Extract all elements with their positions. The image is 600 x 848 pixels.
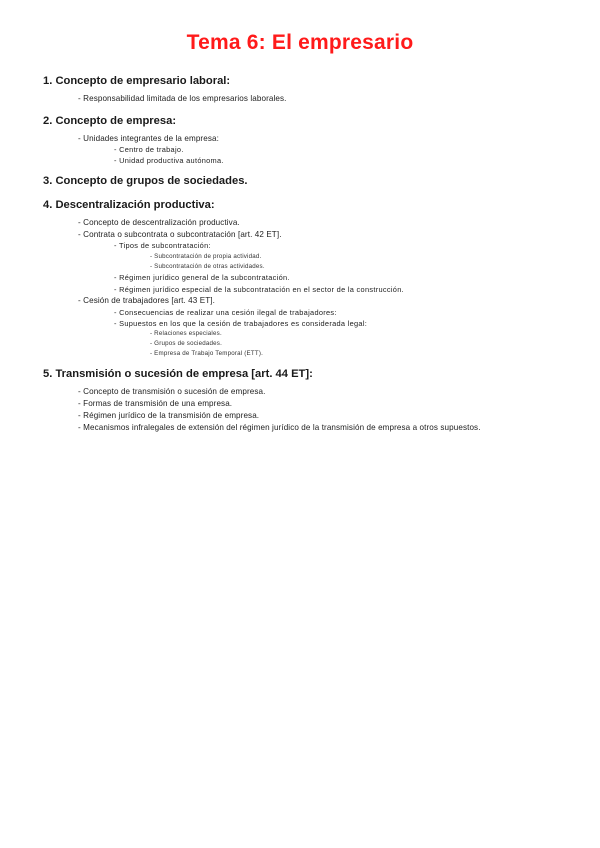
list-item: - Régimen jurídico de la transmisión de empresa. [78, 411, 260, 420]
list-item: - Responsabilidad limitada de los empresarios laborales. [78, 94, 287, 103]
sub-sub-list-item: - Subcontratación de otras actividades. [150, 263, 265, 270]
section-2-heading: 2. Concepto de empresa: [43, 115, 177, 127]
section-3-heading: 3. Concepto de grupos de sociedades. [43, 175, 248, 187]
sub-sub-list-item: - Relaciones especiales. [150, 330, 222, 337]
list-item: - Contrata o subcontrata o subcontratación [art. 42 ET]. [78, 230, 282, 239]
sub-list-item: - Centro de trabajo. [114, 145, 184, 154]
sub-list-item: - Unidad productiva autónoma. [114, 156, 224, 165]
list-item: - Formas de transmisión de una empresa. [78, 399, 233, 408]
section-1-heading: 1. Concepto de empresario laboral: [43, 75, 231, 87]
list-item: - Concepto de transmisión o sucesión de empresa. [78, 387, 266, 396]
sub-list-item: - Consecuencias de realizar una cesión ilegal de trabajadores: [114, 308, 337, 317]
sub-list-item: - Tipos de subcontratación: [114, 241, 211, 250]
list-item: - Concepto de descentralización productiva. [78, 218, 240, 227]
sub-list-item: - Régimen jurídico especial de la subcontratación en el sector de la construcción. [114, 285, 404, 294]
section-5-heading: 5. Transmisión o sucesión de empresa [art. 44 ET]: [43, 368, 313, 380]
list-item: - Mecanismos infralegales de extensión del régimen jurídico de la transmisión de empresa a otros supuestos. [78, 423, 481, 432]
sub-list-item: - Régimen jurídico general de la subcontratación. [114, 273, 290, 282]
sub-sub-list-item: - Grupos de sociedades. [150, 340, 223, 347]
section-4-heading: 4. Descentralización productiva: [43, 199, 215, 211]
document-title: Tema 6: El empresario [186, 31, 414, 54]
list-item: - Unidades integrantes de la empresa: [78, 134, 219, 143]
list-item: - Cesión de trabajadores [art. 43 ET]. [78, 296, 215, 305]
sub-sub-list-item: - Empresa de Trabajo Temporal (ETT). [150, 350, 263, 357]
sub-list-item: - Supuestos en los que la cesión de trabajadores es considerada legal: [114, 319, 368, 328]
sub-sub-list-item: - Subcontratación de propia actividad. [150, 253, 262, 260]
